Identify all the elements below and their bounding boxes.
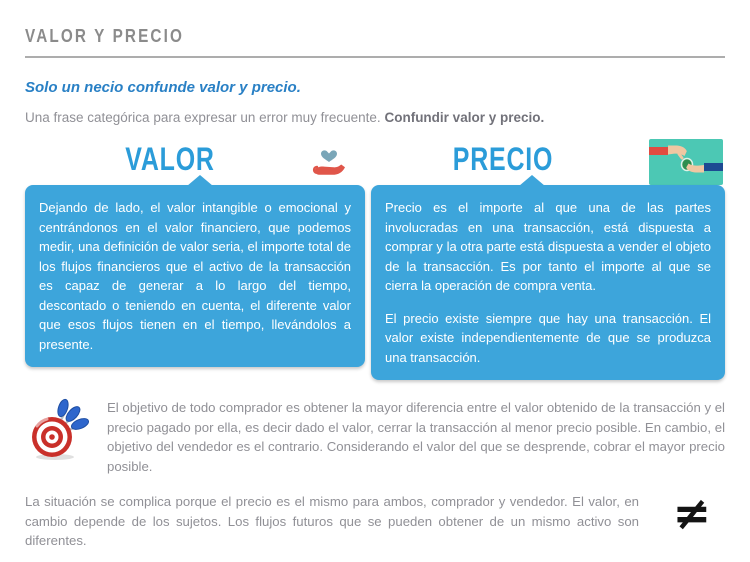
intro-text: Una frase categórica para expresar un error muy frecuente. bbox=[25, 110, 381, 125]
valor-heading: VALOR bbox=[125, 141, 215, 177]
not-equal-symbol: ≠ bbox=[672, 486, 711, 541]
target-darts-icon bbox=[25, 396, 91, 467]
objective-text: El objetivo de todo comprador es obtener la mayor diferencia entre el valor obtenido de la transacción y el precio pagado por ella, es decir dado el valor, cerrar la transacción al menor precio posible. En cambio, el objetivo del vendedor es el contrario. Considerando el valor del que se desprende, cobrar el mayor precio posible. bbox=[107, 400, 725, 474]
precio-column bbox=[371, 137, 725, 380]
valor-bubble bbox=[25, 185, 365, 367]
precio-body-text-1: Precio es el importe al que una de las partes involucradas en una transacción, está dispuesta a comprar y la otra parte está dispuesta a vender el objeto de la transacción. Es por tanto el importe al que se cierra la operación de compra venta. bbox=[385, 200, 711, 293]
precio-bubble-tail bbox=[519, 175, 545, 186]
lead-quote: Solo un necio confunde valor y precio. bbox=[25, 79, 301, 96]
valor-bubble-tail bbox=[187, 175, 213, 186]
valor-column bbox=[25, 137, 365, 367]
hand-heart-icon bbox=[311, 145, 347, 177]
title-divider bbox=[25, 56, 725, 58]
money-exchange-icon bbox=[649, 139, 723, 185]
comparison-columns bbox=[25, 137, 725, 380]
conclusion-text: La situación se complica porque el precio es el mismo para ambos, comprador y vendedor. El valor, en cambio depende de los sujetos. Los flujos futuros que se pueden obtener de un mismo activo son diferentes. bbox=[25, 494, 639, 549]
intro-line bbox=[25, 110, 725, 125]
precio-body-text-2: El precio existe siempre que hay una transacción. El valor existe independientemente de que se produzca una transacción. bbox=[385, 310, 711, 365]
intro-bold-text: Confundir valor y precio. bbox=[384, 110, 545, 125]
precio-header bbox=[371, 137, 725, 185]
objective-row bbox=[25, 396, 725, 476]
valor-body-text: Dejando de lado, el valor intangible o emocional y centrándonos en el valor financiero, que podemos medir, una definición de valor seria, el importe total de los flujos financieros que el activo de la transacción es capaz de generar a lo largo del tiempo, descontado o teniendo en cuenta, el diferente valor que esos flujos tienen en el tiempo, llevándolos a presente. bbox=[39, 200, 351, 352]
conclusion-row bbox=[25, 486, 725, 551]
precio-bubble bbox=[371, 185, 725, 380]
page-title: VALOR Y PRECIO bbox=[25, 26, 184, 46]
precio-heading: PRECIO bbox=[452, 141, 554, 177]
